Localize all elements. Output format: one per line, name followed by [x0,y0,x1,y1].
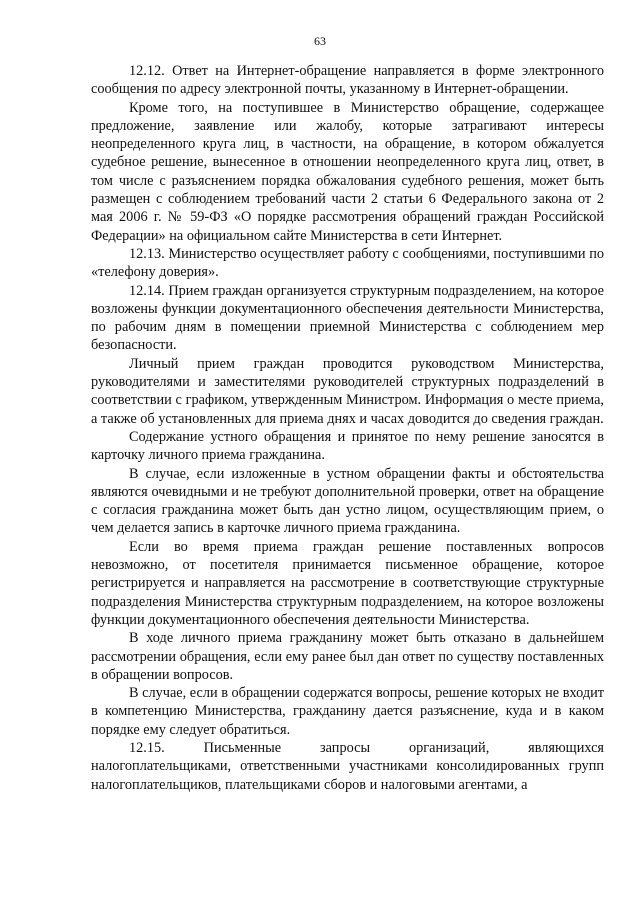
paragraph-competence: В случае, если в обращении содержатся вопросы, решение которых не входит в компетенцию Министерства, гражданину дается разъяснение, куда и в каком порядке ему следует обратиться. [91,685,604,738]
paragraph-publication: Кроме того, на поступившее в Министерство обращение, содержащее предложение, заявление или жалобу, которые затрагивают интересы неопределенного круга лиц, в частности, на обращение, в котором обжалуется судебное решение, вынесенное в отношении неопределенного круга лиц, ответ, в том числе с разъяснением порядка обжалования судебного решения, может быть размещен с соблюдением требований части 2 статьи 6 Федерального закона от 2 мая 2006 г. № 59-ФЗ «О порядке рассмотрения обращений граждан Российской Федерации» на официальном сайте Министерства в сети Интернет. [91,99,604,244]
paragraph-oral-answer: В случае, если изложенные в устном обращении факты и обстоятельства являются очевидными и не требуют дополнительной проверки, ответ на обращение с согласия гражданина может быть дан устно лицом, осуществляющим прием, о чем делается запись в карточке личного приема гражданина. [91,465,604,537]
page-number: 63 [314,34,326,48]
paragraph-12-12: 12.12. Ответ на Интернет-обращение направляется в форме электронного сообщения по адресу электронной почты, указанному в Интернет-обращении. [91,63,604,98]
paragraph-written-appeal: Если во время приема граждан решение поставленных вопросов невозможно, от посетителя принимается письменное обращение, которое регистрируется и направляется на рассмотрение в соответствующие структурные подразделения Министерства структурным подразделением, на которое возложены функции документационного обеспечения деятельности Министерства. [91,538,604,628]
paragraph-12-13: 12.13. Министерство осуществляет работу с сообщениями, поступившими по «телефону доверия». [91,245,604,281]
paragraph-12-14: 12.14. Прием граждан организуется структурным подразделением, на которое возложены функции документационного обеспечения деятельности Министерства, по рабочим дням в помещении приемной Министерства с соблюдением мер безопасности. [91,282,605,354]
paragraph-personal-reception: Личный прием граждан проводится руководством Министерства, руководителями и заместителями руководителей структурных подразделений в соответствии с графиком, утвержденным Министром. Информация о месте приема, а также об установленных для приема днях и часах доводится до сведения граждан. [91,355,604,427]
document-body [91,62,604,794]
paragraph-refusal: В ходе личного приема гражданину может быть отказано в дальнейшем рассмотрении обращения, если ему ранее был дан ответ по существу поставленных в обращении вопросов. [91,630,604,683]
paragraph-12-15: 12.15. Письменные запросы организаций, являющихся налогоплательщиками, ответственными участниками консолидированных групп налогоплательщиков, плательщиками сборов и налоговыми агентами, а [91,739,604,793]
paragraph-oral-appeal: Содержание устного обращения и принятое по нему решение заносятся в карточку личного приема гражданина. [91,428,604,464]
